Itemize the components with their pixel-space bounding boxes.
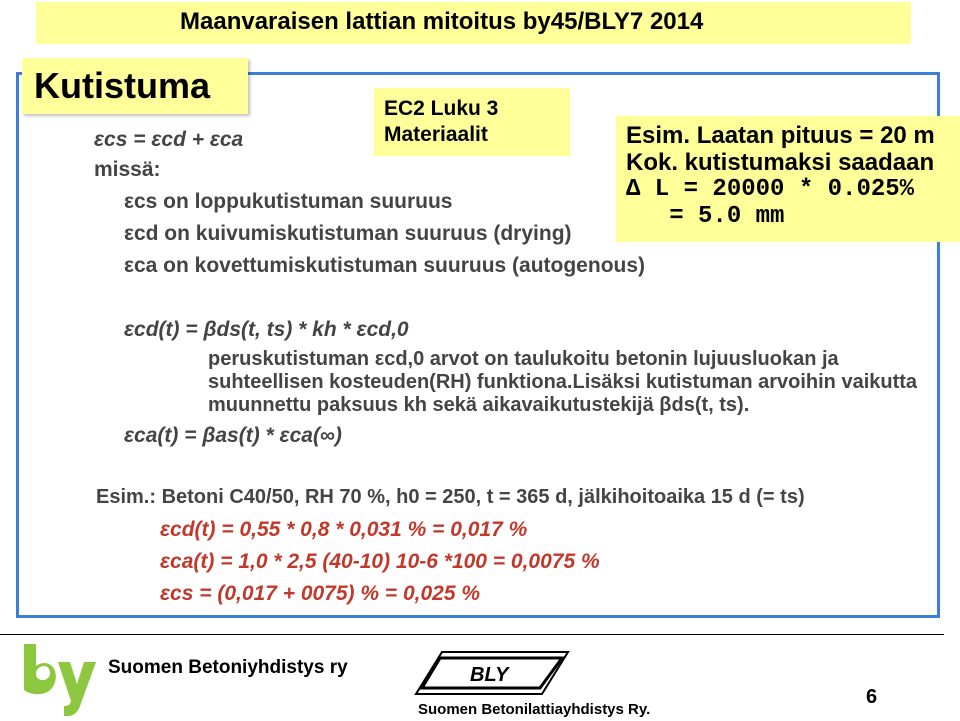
missa-label: missä:	[94, 158, 161, 181]
explanation-line-2: suhteellisen kosteuden(RH) funktiona.Lisäksi kutistuman arvoihin vaikutta	[208, 371, 918, 393]
ca-formula: εca(t) = βas(t) * εca(∞)	[124, 424, 342, 447]
cd-formula: εcd(t) = βds(t, ts) * kh * εcd,0	[124, 318, 409, 341]
page-number: 6	[866, 686, 878, 708]
total-formula: εcs = εcd + εca	[94, 128, 244, 151]
section-heading: Kutistuma	[22, 58, 248, 114]
example-line-2: Kok. kutistumaksi saadaan	[626, 149, 935, 176]
calc-line-2: εca(t) = 1,0 * 2,5 (40-10) 10-6 *100 = 0,0075 %	[160, 550, 600, 573]
def-ca: εca on kovettumiskutistuman suuruus (autogenous)	[124, 254, 646, 277]
ec2-line-2: Materiaalit	[384, 123, 488, 146]
def-cs: εcs on loppukutistuman suuruus	[124, 190, 453, 213]
explanation-line-3: muunnettu paksuus kh sekä aikavaikutustekijä βds(t, ts).	[208, 394, 750, 416]
ec2-reference-box	[374, 88, 570, 156]
by-logo-icon	[18, 642, 96, 718]
footer-organization: Suomen Betoniyhdistys ry	[108, 657, 348, 678]
example-line-1: Esim. Laatan pituus = 20 m	[626, 122, 935, 149]
page-title: Maanvaraisen lattian mitoitus by45/BLY7 2014	[180, 8, 704, 35]
def-cd: εcd on kuivumiskutistuman suuruus (drying)	[124, 222, 572, 245]
explanation-line-1: peruskutistuman εcd,0 arvot on taulukoitu betonin lujuusluokan ja	[208, 348, 839, 370]
calc-line-1: εcd(t) = 0,55 * 0,8 * 0,031 % = 0,017 %	[160, 518, 528, 541]
calc-line-3: εcs = (0,017 + 0075) % = 0,025 %	[160, 582, 481, 605]
example-line-3: Δ L = 20000 * 0.025%	[626, 176, 915, 203]
ec2-line-1: EC2 Luku 3	[384, 97, 499, 120]
example-line-4: = 5.0 mm	[626, 203, 785, 230]
bly-logo-icon	[412, 648, 572, 700]
footer-organization-2: Suomen Betonilattiayhdistys Ry.	[418, 701, 651, 718]
calc-intro: Esim.: Betoni C40/50, RH 70 %, h0 = 250, t = 365 d, jälkihoitoaika 15 d (= ts)	[96, 486, 805, 508]
bly-logo-text: BLY	[470, 664, 509, 686]
example-box	[616, 116, 960, 242]
footer-divider	[0, 634, 944, 635]
